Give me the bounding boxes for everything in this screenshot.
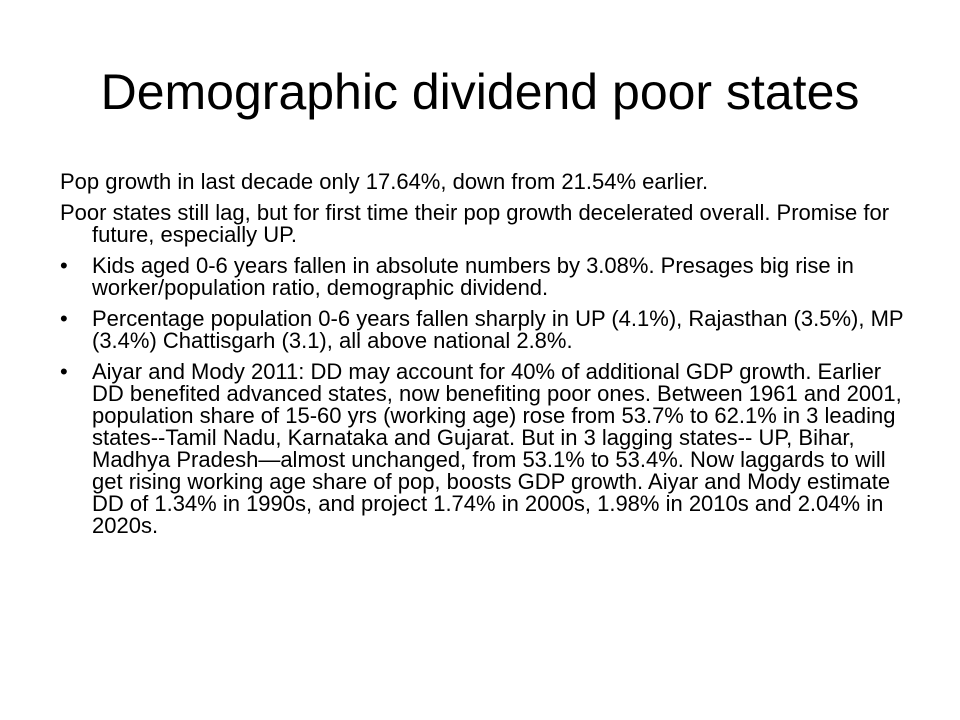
bullet-text: Percentage population 0-6 years fallen sharply in UP (4.1%), Rajasthan (3.5%), MP (3.4%) Chattisgarh (3.1), all above national 2.8%. xyxy=(92,306,904,353)
slide-body xyxy=(60,171,910,546)
bullet-item-3 xyxy=(60,361,910,537)
bullet-marker: • xyxy=(60,253,68,278)
slide-title: Demographic dividend poor states xyxy=(100,64,860,120)
bullet-text: Aiyar and Mody 2011: DD may account for 40% of additional GDP growth. Earlier DD benefited advanced states, now benefiting poor ones. Between 1961 and 2001, population share of 15-60 yrs (working age) rose from 53.7% to 62.1% in 3 leading states--Tamil Nadu, Karnataka and Gujarat. But in 3 lagging states-- UP, Bihar, Madhya Pradesh—almost unchanged, from 53.1% to 53.4%. Now laggards to will get rising working age share of pop, boosts GDP growth. Aiyar and Mody estimate DD of 1.34% in 1990s, and project 1.74% in 2000s, 1.98% in 2010s and 2.04% in 2020s. xyxy=(92,359,902,538)
body-paragraph-2: Poor states still lag, but for first time their pop growth decelerated overall. Promise for future, especially UP. xyxy=(60,200,890,247)
bullet-marker: • xyxy=(60,359,68,384)
bullet-marker: • xyxy=(60,306,68,331)
bullet-item-1 xyxy=(60,255,910,299)
bullet-item-2 xyxy=(60,308,910,352)
body-paragraph-1: Pop growth in last decade only 17.64%, down from 21.54% earlier. xyxy=(60,169,709,194)
bullet-text: Kids aged 0-6 years fallen in absolute numbers by 3.08%. Presages big rise in worker/population ratio, demographic dividend. xyxy=(92,253,854,300)
